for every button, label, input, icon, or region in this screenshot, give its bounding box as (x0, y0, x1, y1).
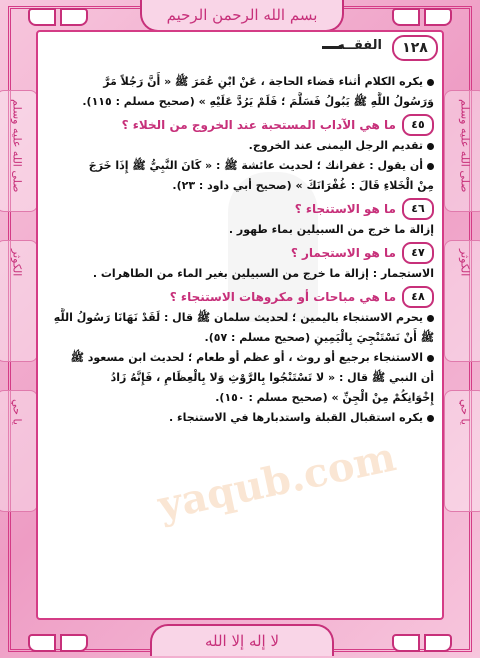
page-number: ١٢٨ (392, 35, 438, 61)
question-number: ٤٥ (402, 114, 434, 136)
question-number: ٤٨ (402, 286, 434, 308)
question-heading (44, 198, 434, 220)
line-text: يكره الكلام أثناء قضاء الحاجة ، عَنْ ابْنِ عُمَرَ ﷺ « أَنَّ رَجُلاً مَرَّ (103, 75, 423, 88)
line-text: يكره استقبال القبلة واستدبارها في الاستنجاء . (168, 411, 423, 424)
question-number: ٤٧ (402, 242, 434, 264)
left-calligraphy-panel (0, 240, 38, 362)
section-title: الفقــه (337, 38, 382, 53)
question-heading (44, 242, 434, 264)
right-calligraphy-text: صلى الله عليه وسلم (458, 99, 472, 193)
bullet-icon (427, 315, 434, 322)
question-text: ما هو الاستجمار ؟ (290, 246, 396, 260)
line-text: الاستنجاء برجيع أو روث ، أو عظم أو طعام ؛ لحديث ابن مسعود ﷺ (70, 351, 423, 364)
line-text: الاستجمار : إزالة ما خرج من السبيلين بغير الماء من الطاهرات . (92, 267, 434, 280)
line-text: إزالة ما خرج من السبيلين بماء طهور . (228, 223, 434, 236)
question-text: ما هو الاستنجاء ؟ (294, 202, 396, 216)
question-text: ما هي الآداب المستحبة عند الخروج من الخلاء ؟ (121, 118, 396, 132)
right-calligraphy-text: يا حي (458, 399, 472, 425)
bullet-line (44, 308, 434, 328)
bullet-line (44, 136, 434, 156)
text-line (44, 220, 434, 240)
question-number: ٤٦ (402, 198, 434, 220)
top-banner-text: بسم الله الرحمن الرحيم (166, 6, 318, 24)
line-text: إِخْوَانِكُمْ مِنْ الْجِنِّ » (صحيح مسلم : ١٥٠). (215, 391, 434, 404)
text-line (44, 264, 434, 284)
bottom-banner (150, 624, 334, 656)
bullet-line (44, 72, 434, 92)
left-calligraphy-panel (0, 90, 38, 212)
right-calligraphy-panel (444, 390, 480, 512)
line-text: ﷺ أَنْ نَسْتَنْجِيَ بِالْيَمِينِ (صحيح مسلم : ٥٧). (204, 331, 434, 344)
line-text: تقديم الرجل اليمنى عند الخروج. (248, 139, 423, 152)
watermark-text: yaqub.com (153, 433, 400, 530)
bullet-icon (427, 355, 434, 362)
bullet-icon (427, 415, 434, 422)
right-calligraphy-panel (444, 240, 480, 362)
text-line (44, 328, 434, 348)
question-heading (44, 114, 434, 136)
line-text: مِنْ الْخَلاءِ قَالَ : غُفْرَانَكَ » (صحيح أبي داود : ٢٣). (172, 179, 434, 192)
right-calligraphy-panel (444, 90, 480, 212)
bullet-icon (427, 79, 434, 86)
line-text: أن النبي ﷺ قال : « لا تَسْتَنْجُوا بِالرَّوْثِ وَلا بِالْعِظَامِ ، فَإِنَّهُ زَادُ (110, 371, 434, 384)
left-calligraphy-text: الكوثر (10, 249, 24, 277)
book-icon (392, 630, 452, 654)
book-icon (392, 4, 452, 28)
text-line (44, 92, 434, 112)
book-icon (28, 630, 88, 654)
line-text: يحرم الاستنجاء باليمين ؛ لحديث سلمان ﷺ قال : لَقَدْ نَهَانَا رَسُولُ اللَّهِ (53, 311, 423, 324)
book-icon (28, 4, 88, 28)
line-text: وَرَسُولُ اللَّهِ ﷺ يَبُولُ فَسَلَّمَ ؛ فَلَمْ يَرُدَّ عَلَيْهِ » (صحيح مسلم : ١١٥). (82, 95, 434, 108)
header-dash (322, 46, 342, 49)
left-calligraphy-text: يا حي (10, 399, 24, 425)
question-text: ما هي مباحات أو مكروهات الاستنجاء ؟ (169, 290, 396, 304)
top-banner (140, 0, 344, 32)
left-calligraphy-panel (0, 390, 38, 512)
page-header (38, 32, 442, 62)
bottom-banner-text: لا إله إلا الله (204, 632, 280, 650)
text-body (44, 72, 434, 428)
bullet-line (44, 408, 434, 428)
page-content-area (36, 30, 444, 620)
bullet-icon (427, 163, 434, 170)
text-line (44, 176, 434, 196)
line-text: أن يقول : غفرانك ؛ لحديث عائشة ﷺ : « كَانَ النَّبِيُّ ﷺ إِذَا خَرَجَ (88, 159, 423, 172)
bullet-icon (427, 143, 434, 150)
bullet-line (44, 156, 434, 176)
question-heading (44, 286, 434, 308)
left-calligraphy-text: صلى الله عليه وسلم (10, 99, 24, 193)
right-calligraphy-text: الكوثر (458, 249, 472, 277)
text-line (44, 388, 434, 408)
bullet-line (44, 348, 434, 368)
text-line (44, 368, 434, 388)
